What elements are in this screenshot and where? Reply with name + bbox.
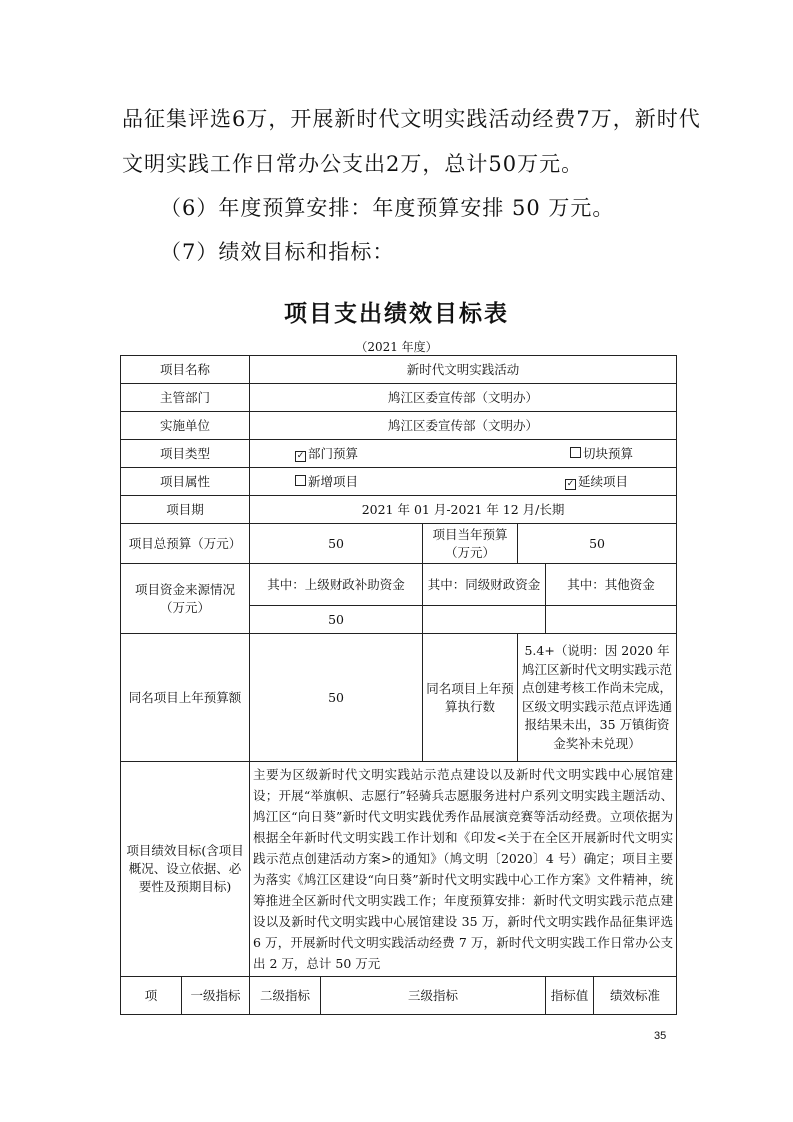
fund-other-value — [546, 606, 677, 634]
attr-options — [250, 468, 677, 496]
goal-text: 主要为区级新时代文明实践站示范点建设以及新时代文明实践中心展馆建设；开展“举旗帜、志愿行”轻骑兵志愿服务进村户系列文明实践主题活动、鸠江区“向日葵”新时代文明实践优秀作品展演竞赛等活动经费。立项依据为根据全年新时代文明实践工作计划和《印发<关于在全区开展新时代文明实践示范点创建活动方案>的通知》（鸠文明〔2020〕4 号）确定；项目主要为落实《鸠江区建设“向日葵”新时代文明实践中心工作方案》文件精神，统筹推进全区新时代文明实践工作；年度预算安排：新时代文明实践示范点建设以及新时代文明实践中心展馆建设 35 万，新时代文明实践作品征集评选 6 万，开展新时代文明实践活动经费 7 万，新时代文明实践工作日常办公支出 2 万，总计 50 万元 — [250, 762, 677, 977]
row-goal — [121, 762, 677, 977]
row-budget — [121, 524, 677, 564]
row-type — [121, 440, 677, 468]
dept-label: 主管部门 — [121, 384, 250, 412]
prev-budget-value: 50 — [250, 634, 423, 762]
fund-same-label: 其中：同级财政资金 — [423, 564, 546, 606]
row-project-name — [121, 356, 677, 384]
performance-target-table — [120, 355, 677, 1015]
fund-source-label: 项目资金来源情况（万元） — [121, 564, 250, 634]
row-fund-source-headers — [121, 564, 677, 606]
paragraph-line-4: （7）绩效目标和指标： — [160, 240, 395, 264]
prev-budget-label: 同名项目上年预算额 — [121, 634, 250, 762]
prev-exec-label: 同名项目上年预算执行数 — [423, 634, 518, 762]
paragraph-line-2: 文明实践工作日常办公支出2万，总计50万元。 — [122, 152, 584, 176]
project-name-value: 新时代文明实践活动 — [250, 356, 677, 384]
page-number: 35 — [654, 1030, 667, 1042]
checked-box-icon[interactable]: ✓ — [566, 478, 575, 489]
attr-option-continuing: 延续项目 — [578, 473, 629, 489]
fund-upper-value: 50 — [250, 606, 423, 634]
fund-upper-label: 其中：上级财政补助资金 — [250, 564, 423, 606]
unit-label: 实施单位 — [121, 412, 250, 440]
total-budget-label: 项目总预算（万元） — [121, 524, 250, 564]
row-period — [121, 496, 677, 524]
col-level1-header: 一级指标 — [182, 977, 250, 1015]
fund-same-value — [423, 606, 546, 634]
type-option-block-budget: 切块预算 — [583, 445, 634, 461]
paragraph-line-1: 品征集评选6万，开展新时代文明实践活动经费7万，新时代 — [122, 107, 701, 131]
unchecked-box-icon[interactable] — [570, 447, 581, 458]
row-unit — [121, 412, 677, 440]
type-label: 项目类型 — [121, 440, 250, 468]
row-indicator-headers — [121, 977, 677, 1015]
fund-other-label: 其中：其他资金 — [546, 564, 677, 606]
attr-option-new: 新增项目 — [308, 473, 359, 489]
col-level2-header: 二级指标 — [250, 977, 321, 1015]
type-option-dept-budget: 部门预算 — [308, 445, 359, 461]
prev-exec-value: 5.4+（说明：因 2020 年鸠江区新时代文明实践示范点创建考核工作尚未完成，区级文明实践示范点评选通报结果未出，35 万镇街资金奖补未兑现） — [518, 634, 677, 762]
current-budget-value: 50 — [518, 524, 677, 564]
type-options — [250, 440, 677, 468]
unchecked-box-icon[interactable] — [295, 475, 306, 486]
col-level3-header: 三级指标 — [321, 977, 546, 1015]
row-attr — [121, 468, 677, 496]
row-prev-year — [121, 634, 677, 762]
period-value: 2021 年 01 月-2021 年 12 月/长期 — [250, 496, 677, 524]
paragraph-line-3: （6）年度预算安排：年度预算安排 50 万元。 — [160, 196, 615, 220]
col-value-header: 指标值 — [546, 977, 594, 1015]
project-name-label: 项目名称 — [121, 356, 250, 384]
attr-label: 项目属性 — [121, 468, 250, 496]
unit-value: 鸠江区委宣传部（文明办） — [250, 412, 677, 440]
checked-box-icon[interactable]: ✓ — [296, 450, 305, 461]
total-budget-value: 50 — [250, 524, 423, 564]
dept-value: 鸠江区委宣传部（文明办） — [250, 384, 677, 412]
table-title: 项目支出绩效目标表 — [284, 300, 509, 327]
col-standard-header: 绩效标准 — [594, 977, 677, 1015]
period-label: 项目期 — [121, 496, 250, 524]
table-year: （2021 年度） — [355, 340, 438, 354]
row-dept — [121, 384, 677, 412]
col-item-header: 项 — [121, 977, 182, 1015]
goal-label: 项目绩效目标(含项目概况、设立依据、必要性及预期目标) — [121, 762, 250, 977]
current-budget-label: 项目当年预算（万元） — [423, 524, 518, 564]
